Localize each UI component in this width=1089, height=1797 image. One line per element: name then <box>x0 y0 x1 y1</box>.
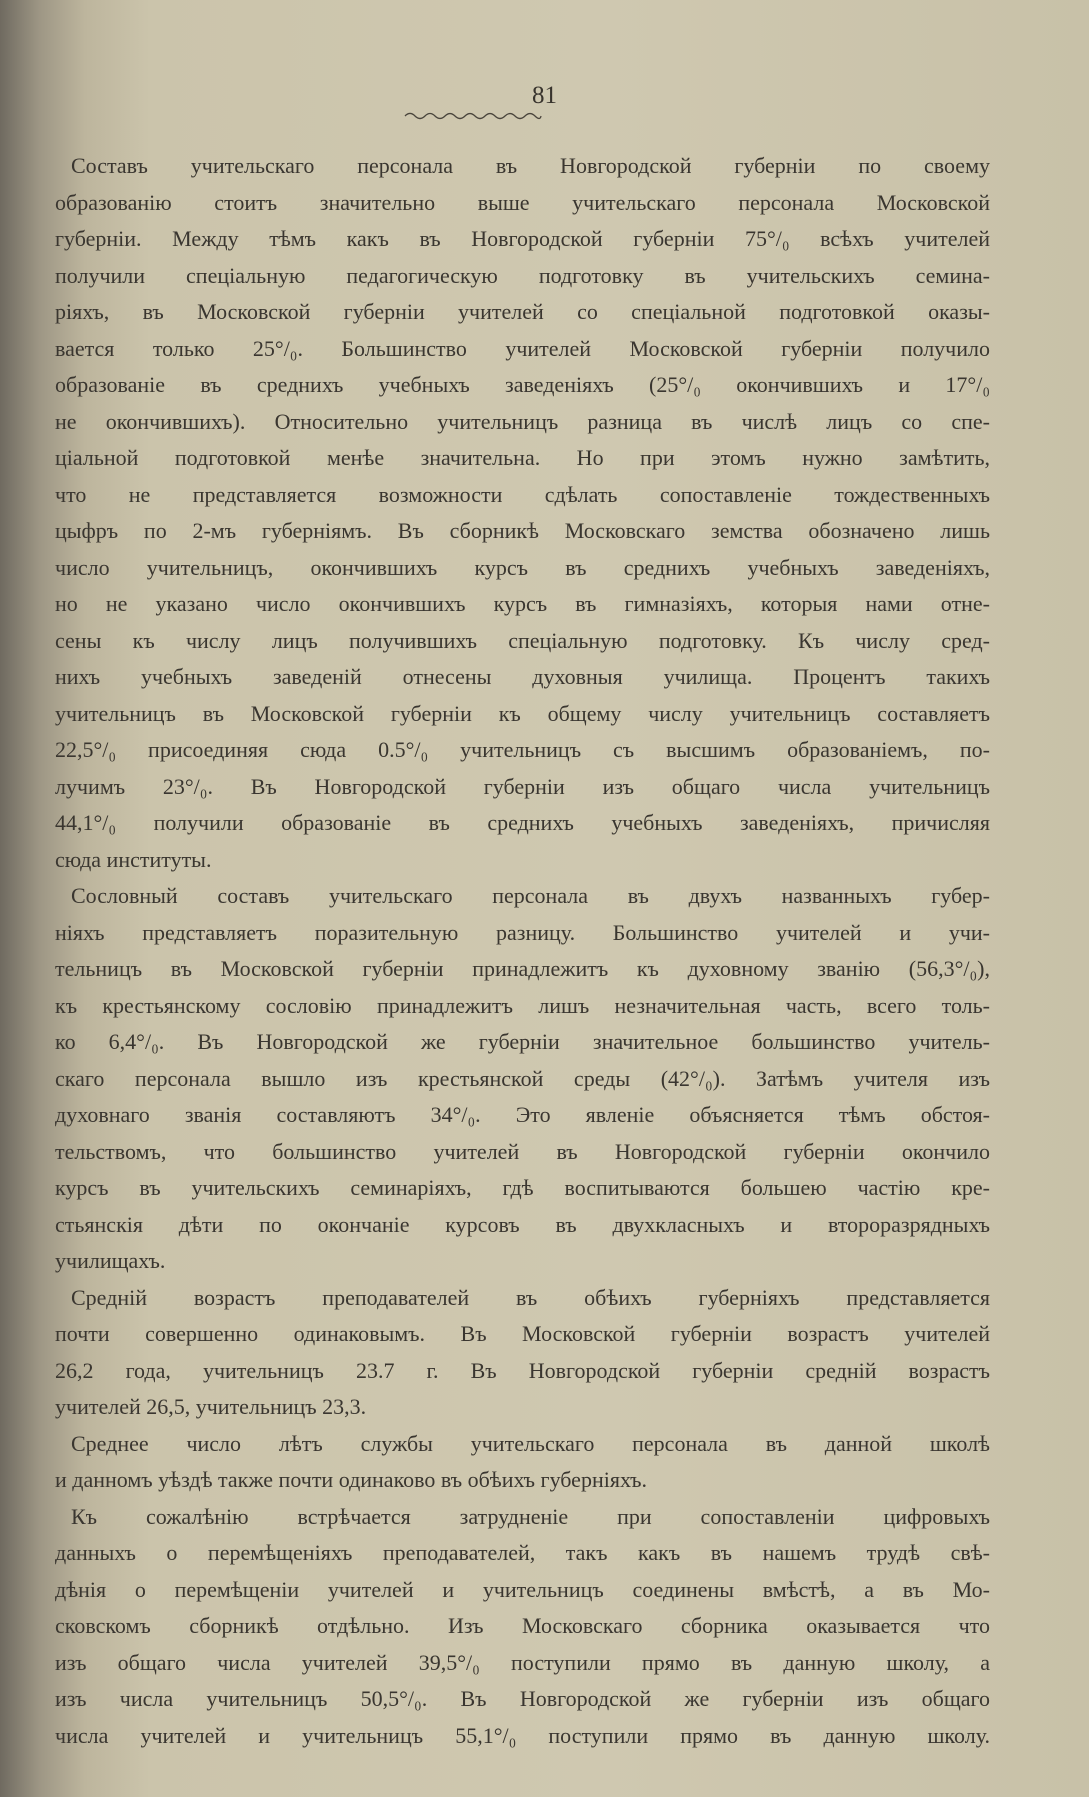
text-line: ко 6,4°/₀. Въ Новгородской же губерніи значительное большинство учитель- <box>55 1029 990 1054</box>
body-text <box>55 148 990 1754</box>
text-line: 26,2 года, учительницъ 23.7 г. Въ Новгородской губерніи средній возрастъ <box>55 1357 990 1383</box>
text-line: вается только 25°/₀. Большинство учителей Московской губерніи получило <box>55 335 990 361</box>
text-line: получили спеціальную педагогическую подготовку въ учительскихъ семина- <box>55 262 990 288</box>
text-line: ріяхъ, въ Московской губерніи учителей со спеціальной подготовкой оказы- <box>55 299 990 324</box>
text-line: почти совершенно одинаковымъ. Въ Московской губерніи возрастъ учителей <box>55 1321 990 1346</box>
text-line: образованію стоитъ значительно выше учительскаго персонала Московской <box>55 189 990 215</box>
text-line: курсъ въ учительскихъ семинаріяхъ, гдѣ воспитываются большею частію кре- <box>55 1175 990 1200</box>
text-line: Къ сожалѣнію встрѣчается затрудненіе при сопоставленіи цифровыхъ <box>71 1503 990 1529</box>
text-line: къ крестьянскому сословію принадлежитъ лишъ незначительная часть, всего толь- <box>55 992 990 1018</box>
text-line: данныхъ о перемѣщеніяхъ преподавателей, такъ какъ въ нашемъ трудѣ свѣ- <box>55 1540 990 1565</box>
text-line: сюда институты. <box>55 846 212 872</box>
text-line: лучимъ 23°/₀. Въ Новгородской губерніи изъ общаго числа учительницъ <box>55 773 990 799</box>
text-line: Составъ учительскаго персонала въ Новгородской губерніи по своему <box>71 153 990 178</box>
text-line: сены къ числу лицъ получившихъ спеціальную подготовку. Къ числу сред- <box>55 627 990 653</box>
text-line: Сословный составъ учительскаго персонала въ двухъ названныхъ губер- <box>71 883 990 908</box>
text-line: учителей 26,5, учительницъ 23,3. <box>55 1394 367 1419</box>
text-line: ніяхъ представляетъ поразительную разницу. Большинство учителей и учи- <box>55 919 990 945</box>
text-line: образованіе въ среднихъ учебныхъ заведеніяхъ (25°/₀ окончившихъ и 17°/₀ <box>55 372 990 397</box>
text-line: 44,1°/₀ получили образованіе въ среднихъ учебныхъ заведеніяхъ, причисляя <box>55 810 990 835</box>
text-line: учительницъ въ Московской губерніи къ общему числу учительницъ составляетъ <box>55 700 990 726</box>
text-line: 22,5°/₀ присоединяя сюда 0.5°/₀ учительницъ съ высшимъ образованіемъ, по- <box>55 737 990 762</box>
text-line: духовнаго званія составляютъ 34°/₀. Это явленіе объясняется тѣмъ обстоя- <box>55 1102 990 1127</box>
text-line: что не представляется возможности сдѣлать сопоставленіе тождественныхъ <box>55 481 990 507</box>
ornament-divider <box>403 110 543 122</box>
text-line: скаго персонала вышло изъ крестьянской среды (42°/₀). Затѣмъ учителя изъ <box>55 1065 990 1091</box>
text-line: не окончившихъ). Относительно учительницъ разница въ числѣ лицъ со спе- <box>55 408 990 434</box>
text-line: и данномъ уѣздѣ также почти одинаково въ обѣихъ губерніяхъ. <box>55 1467 647 1492</box>
text-line: число учительницъ, окончившихъ курсъ въ среднихъ учебныхъ заведеніяхъ, <box>55 554 990 580</box>
text-line: изъ общаго числа учителей 39,5°/₀ поступили прямо въ данную школу, а <box>55 1649 990 1675</box>
page-number: 81 <box>532 82 557 109</box>
text-line: ціальной подготовкой менѣе значительна. Но при этомъ нужно замѣтить, <box>55 445 990 470</box>
text-line: цыфръ по 2-мъ губерніямъ. Въ сборникѣ Московскаго земства обозначено лишь <box>55 518 990 543</box>
text-line: числа учителей и учительницъ 55,1°/₀ поступили прямо въ данную школу. <box>55 1722 990 1748</box>
text-line: тельствомъ, что большинство учителей въ Новгородской губерніи окончило <box>55 1138 990 1164</box>
text-line: губерніи. Между тѣмъ какъ въ Новгородской губерніи 75°/₀ всѣхъ учителей <box>55 226 990 251</box>
text-line: нихъ учебныхъ заведеній отнесены духовныя училища. Процентъ такихъ <box>55 664 990 689</box>
text-line: но не указано число окончившихъ курсъ въ гимназіяхъ, которыя нами отне- <box>55 591 990 616</box>
text-line: Средній возрастъ преподавателей въ обѣихъ губерніяхъ представляется <box>71 1284 990 1310</box>
text-line: изъ числа учительницъ 50,5°/₀. Въ Новгородской же губерніи изъ общаго <box>55 1686 990 1711</box>
text-line: тельницъ въ Московской губерніи принадлежитъ къ духовному званію (56,3°/₀), <box>55 956 990 981</box>
text-line: сковскомъ сборникѣ отдѣльно. Изъ Московскаго сборника оказывается что <box>55 1613 990 1638</box>
text-line: стьянскія дѣти по окончаніе курсовъ въ двухкласныхъ и второразрядныхъ <box>55 1211 990 1237</box>
text-line: дѣнія о перемѣщеніи учителей и учительницъ соединены вмѣстѣ, а въ Мо- <box>55 1576 990 1602</box>
text-line: училищахъ. <box>55 1248 166 1273</box>
text-line: Среднее число лѣтъ службы учительскаго персонала въ данной школѣ <box>71 1430 990 1456</box>
